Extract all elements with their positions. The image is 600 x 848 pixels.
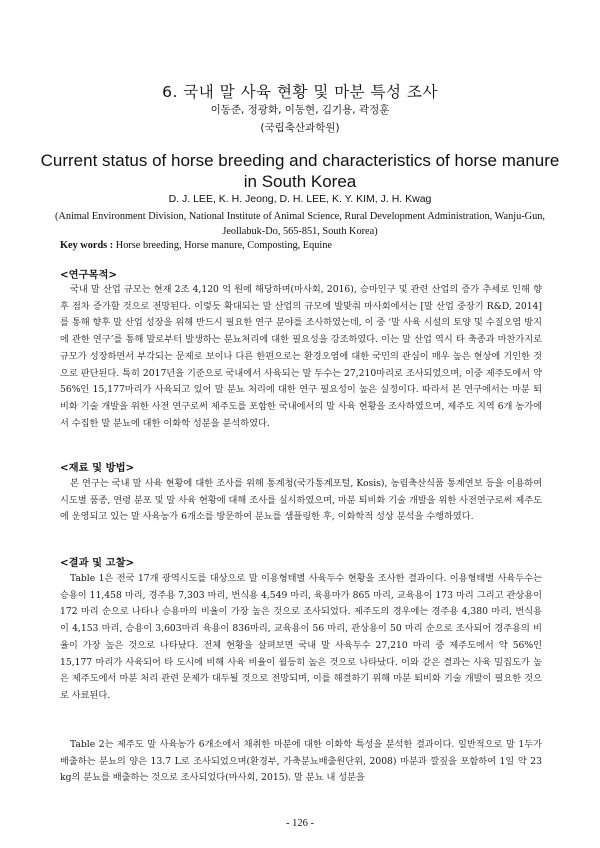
keywords-line [60,240,550,251]
section-heading-results: <결과 및 고찰> [60,557,135,569]
section-heading-purpose: <연구목적> [60,269,118,281]
results-paragraph-2: Table 2는 제주도 말 사육농가 6개소에서 채취한 마분에 대한 이화학 특성을 분석한 결과이다. 일반적으로 말 1두가 배출하는 분뇨의 양은 13.7 L로 조사되었으며(환경부, 가축분뇨배출원단위, 2008) 마분과 깔짚을 포함하여 1일 약 23 kg의 분뇨를 배출하는 것으로 조사되었다(마사회, 2015). 말 분뇨 내 성분을 [60,739,542,784]
page-number: - 126 - [286,818,314,829]
keywords-text: Horse breeding, Horse manure, Composting, Equine [115,240,332,251]
english-title: Current status of horse breeding and characteristics of horse manure in South Korea [40,151,560,191]
purpose-paragraph: 국내 말 산업 규모는 현재 2조 4,120 억 원에 해당하며(마사회, 2016), 승마인구 및 관련 산업의 증가 추세로 인해 향후 점차 증가할 것으로 전망된다. 이렇듯 확대되는 말 산업의 규모에 발맞춰 마사회에서는 [말 산업 중장기 R&D, 2014]를 통해 향후 말 산업 성장을 위해 반드시 필요한 연구 분야를 조사하였는데, 이 중 ‘말 사육 시설의 토양 및 수질오염 방지에 관한 연구’를 통해 말로부터 발생하는 분뇨처리에 대한 필요성을 강조하였다. 이는 말 산업 역시 타 축종과 마찬가지로 규모가 성장하면서 부각되는 문제로 보이나 다른 한편으로는 환경오염에 대한 국민의 관심이 매우 높은 현상에 기인한 것으로 판단된다. 특히 2017년을 기준으로 국내에서 사육되는 말 두수는 27,210마리로 조사되었으며, 이중 제주도에서 약 56%인 15,177마리가 사육되고 있어 말 분뇨 처리에 대한 연구 필요성이 높은 실정이다. 따라서 본 연구에서는 마분 퇴비화 기술 개발을 위한 사전 연구로써 제주도를 포함한 국내에서의 말 사육 현황을 조사하였으며, 제주도 지역 6개 농가에서 수집한 말 분뇨에 대한 이화학 성분을 분석하였다. [60,284,542,429]
results-paragraph-1: Table 1은 전국 17개 광역시도를 대상으로 말 이용형태별 사육두수 현황을 조사한 결과이다. 이용형태별 사육두수는 승용이 11,458 마리, 경주용 7,303 마리, 번식용 4,549 마리, 육용마가 865 마리, 교육용이 173 마리 그리고 관상용이 172 마리 순으로 나타나 승용마의 비율이 가장 높은 것으로 조사되었다. 제주도의 경우에는 경주용 4,380 마리, 번식용이 4,153 마리, 승용이 3,603마리 육용이 836마리, 교육용이 56 마리, 관상용이 50 마리 순으로 조사되어 경주용의 비율이 가장 높은 것으로 나타났다. 전체 현황을 살펴보면 국내 말 사육두수 27,210 마리 중 제주도에서 약 56%인 15,177 마리가 사육되어 타 도시에 비해 사육 비율이 월등히 높은 것으로 나타났다. 이와 같은 결과는 사육 밀집도가 높은 제주도에서 마분 처리 관련 문제가 대두될 것으로 전망되며, 이를 해결하기 위해 마분 퇴비화 기술 개발이 필요한 것으로 사료된다. [60,573,542,701]
methods-paragraph: 본 연구는 국내 말 사육 현황에 대한 조사를 위해 통계청(국가통계포털, Kosis), 농림축산식품 통계연보 등을 이용하여 시도별 품종, 연령 분포 및 말 사육 현황에 대해 조사를 실시하였으며, 마분 퇴비화 기술 개발을 위한 사전연구로써 제주도에 운영되고 있는 말 사육농가 6개소를 방문하여 분뇨를 샘플링한 후, 이화학적 성상 분석을 수행하였다. [60,478,542,523]
keywords-label: Key words : [60,240,114,251]
english-authors: D. J. LEE, K. H. Jeong, D. H. LEE, K. Y. KIM, J. H. Kwag [168,193,432,205]
korean-title: 6. 국내 말 사육 현황 및 마분 특성 조사 [162,83,438,101]
korean-affiliation: (국립축산과학원) [260,122,340,134]
korean-authors: 이동준, 정광화, 이동현, 김기용, 곽정훈 [210,104,390,116]
section-heading-methods: <재료 및 방법> [60,462,135,474]
english-affiliation: (Animal Environment Division, National Institute of Animal Science, Rural Development Administration, Wanju-Gun, Jeollabuk-Do, 565-851, South Korea) [54,211,545,237]
